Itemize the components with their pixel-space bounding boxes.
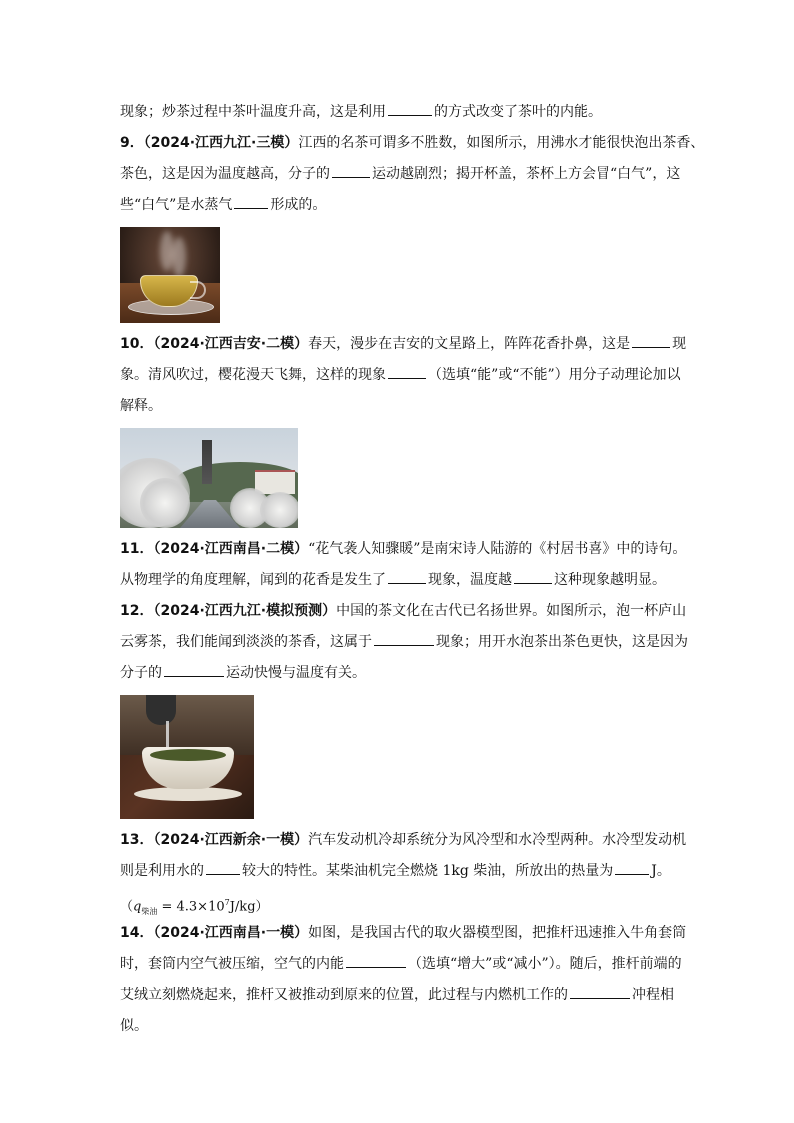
pagoda-street-image bbox=[120, 428, 298, 528]
answer-blank bbox=[374, 631, 434, 646]
question-text: 较大的特性。某柴油机完全燃烧 1kg 柴油，所放出的热量为 bbox=[242, 863, 614, 879]
saucer bbox=[134, 787, 242, 801]
question-text: J。 bbox=[651, 863, 671, 879]
question-text: 茶色，这是因为温度越高，分子的 bbox=[120, 166, 330, 182]
question-text: 从物理学的角度理解，闻到的花香是发生了 bbox=[120, 572, 386, 588]
question-text: 运动快慢与温度有关。 bbox=[226, 665, 366, 681]
q8-tail-line bbox=[120, 97, 676, 128]
q14-line-2 bbox=[120, 949, 682, 980]
tea-cup-image bbox=[120, 227, 220, 323]
question-list bbox=[120, 97, 705, 1042]
question-text: 中国的茶文化在古代已名扬世界。如图所示，泡一杯庐山 bbox=[336, 603, 687, 619]
question-text: 些“白气”是水蒸气 bbox=[120, 197, 233, 213]
question-source: （2024·江西南昌·二模） bbox=[153, 541, 309, 557]
question-number: 9． bbox=[120, 135, 144, 151]
question-text: 现象；用开水泡茶出茶色更快，这是因为 bbox=[436, 634, 688, 650]
formula-subscript: 柴油 bbox=[141, 906, 158, 916]
question-text: 这种现象越明显。 bbox=[554, 572, 666, 588]
tea-liquid bbox=[150, 749, 226, 761]
question-source: （2024·江西九江·三模） bbox=[143, 135, 299, 151]
question-text: 春天，漫步在吉安的文星路上，阵阵花香扑鼻，这是 bbox=[308, 336, 631, 352]
q13-line-1 bbox=[120, 825, 687, 856]
question-text: 现象，温度越 bbox=[428, 572, 512, 588]
question-text: 运动越剧烈；揭开杯盖，茶杯上方会冒“白气”，这 bbox=[372, 166, 681, 182]
q13-line-2 bbox=[120, 856, 676, 887]
formula-value: = 4.3×10 bbox=[157, 899, 225, 915]
question-text: 现 bbox=[672, 336, 687, 352]
question-text: 江西的名茶可谓多不胜数，如图所示，用沸水才能很快泡出茶香、 bbox=[298, 135, 705, 151]
question-text: 如图，是我国古代的取火器模型图，把推杆迅速推入牛角套筒 bbox=[308, 925, 687, 941]
cherry-blossom bbox=[260, 492, 298, 528]
question-text: 汽车发动机冷却系统分为风冷型和水冷型两种。水冷型发动机 bbox=[308, 832, 687, 848]
question-text: 云雾茶，我们能闻到淡淡的茶香，这属于 bbox=[120, 634, 372, 650]
question-text: （选填“能”或“不能”）用分子动理论加以 bbox=[428, 367, 681, 383]
q8-text: 的方式改变了茶叶的内能。 bbox=[434, 104, 602, 120]
q10-line-1 bbox=[120, 329, 687, 360]
q10-line-2 bbox=[120, 360, 681, 391]
answer-blank bbox=[570, 984, 630, 999]
cherry-blossom bbox=[140, 478, 190, 528]
formula-symbol: q bbox=[133, 899, 142, 915]
question-text: 时，套筒内空气被压缩，空气的内能 bbox=[120, 956, 344, 972]
q12-line-1 bbox=[120, 596, 687, 627]
q14-line-1 bbox=[120, 918, 687, 949]
q12-line-2 bbox=[120, 627, 688, 658]
answer-blank bbox=[388, 364, 426, 379]
question-text: 冲程相 bbox=[632, 987, 674, 1003]
answer-blank bbox=[388, 101, 432, 116]
question-number: 14． bbox=[120, 925, 154, 941]
q13-formula bbox=[120, 887, 676, 918]
q14-line-3 bbox=[120, 980, 676, 1011]
formula-unit: J/kg bbox=[229, 899, 256, 915]
q14-line-4 bbox=[120, 1011, 676, 1042]
answer-blank bbox=[332, 163, 370, 178]
q11-line-1 bbox=[120, 534, 687, 565]
question-number: 11． bbox=[120, 541, 154, 557]
steam bbox=[172, 237, 186, 277]
answer-blank bbox=[234, 194, 268, 209]
formula-paren: （ bbox=[120, 899, 134, 915]
question-text: 则是利用水的 bbox=[120, 863, 204, 879]
question-text: 形成的。 bbox=[270, 197, 327, 213]
q8-text: 现象；炒茶过程中茶叶温度升高，这是利用 bbox=[120, 104, 386, 120]
q10-line-3 bbox=[120, 391, 676, 422]
question-text: （选填“增大”或“减小”）。随后，推杆前端的 bbox=[408, 956, 682, 972]
q12-line-3 bbox=[120, 658, 676, 689]
answer-blank bbox=[514, 569, 552, 584]
question-number: 12． bbox=[120, 603, 154, 619]
q9-line-3 bbox=[120, 190, 676, 221]
question-text: 象。清风吹过，樱花漫天飞舞，这样的现象 bbox=[120, 367, 386, 383]
question-number: 13． bbox=[120, 832, 154, 848]
answer-blank bbox=[632, 333, 670, 348]
tea-bowl-image bbox=[120, 695, 254, 819]
question-number: 10． bbox=[120, 336, 154, 352]
question-text: 解释。 bbox=[120, 398, 162, 414]
answer-blank bbox=[346, 953, 406, 968]
q9-line-1 bbox=[120, 128, 705, 159]
question-text: 分子的 bbox=[120, 665, 162, 681]
kettle bbox=[146, 695, 176, 725]
question-source: （2024·江西吉安·二模） bbox=[153, 336, 309, 352]
question-source: （2024·江西九江·模拟预测） bbox=[153, 603, 337, 619]
q11-line-2 bbox=[120, 565, 676, 596]
formula-exponent: 7 bbox=[224, 898, 230, 907]
answer-blank bbox=[164, 662, 224, 677]
answer-blank bbox=[206, 860, 240, 875]
background-cloth bbox=[120, 695, 254, 755]
answer-blank bbox=[388, 569, 426, 584]
pagoda bbox=[202, 440, 212, 484]
question-source: （2024·江西南昌·一模） bbox=[153, 925, 309, 941]
question-text: 似。 bbox=[120, 1018, 148, 1034]
question-text: 艾绒立刻燃烧起来，推杆又被推动到原来的位置，此过程与内燃机工作的 bbox=[120, 987, 568, 1003]
question-text: “花气袭人知骤暖”是南宋诗人陆游的《村居书喜》中的诗句。 bbox=[308, 541, 687, 557]
answer-blank bbox=[615, 860, 649, 875]
question-source: （2024·江西新余·一模） bbox=[153, 832, 309, 848]
q9-line-2 bbox=[120, 159, 681, 190]
formula-paren: ） bbox=[255, 899, 269, 915]
